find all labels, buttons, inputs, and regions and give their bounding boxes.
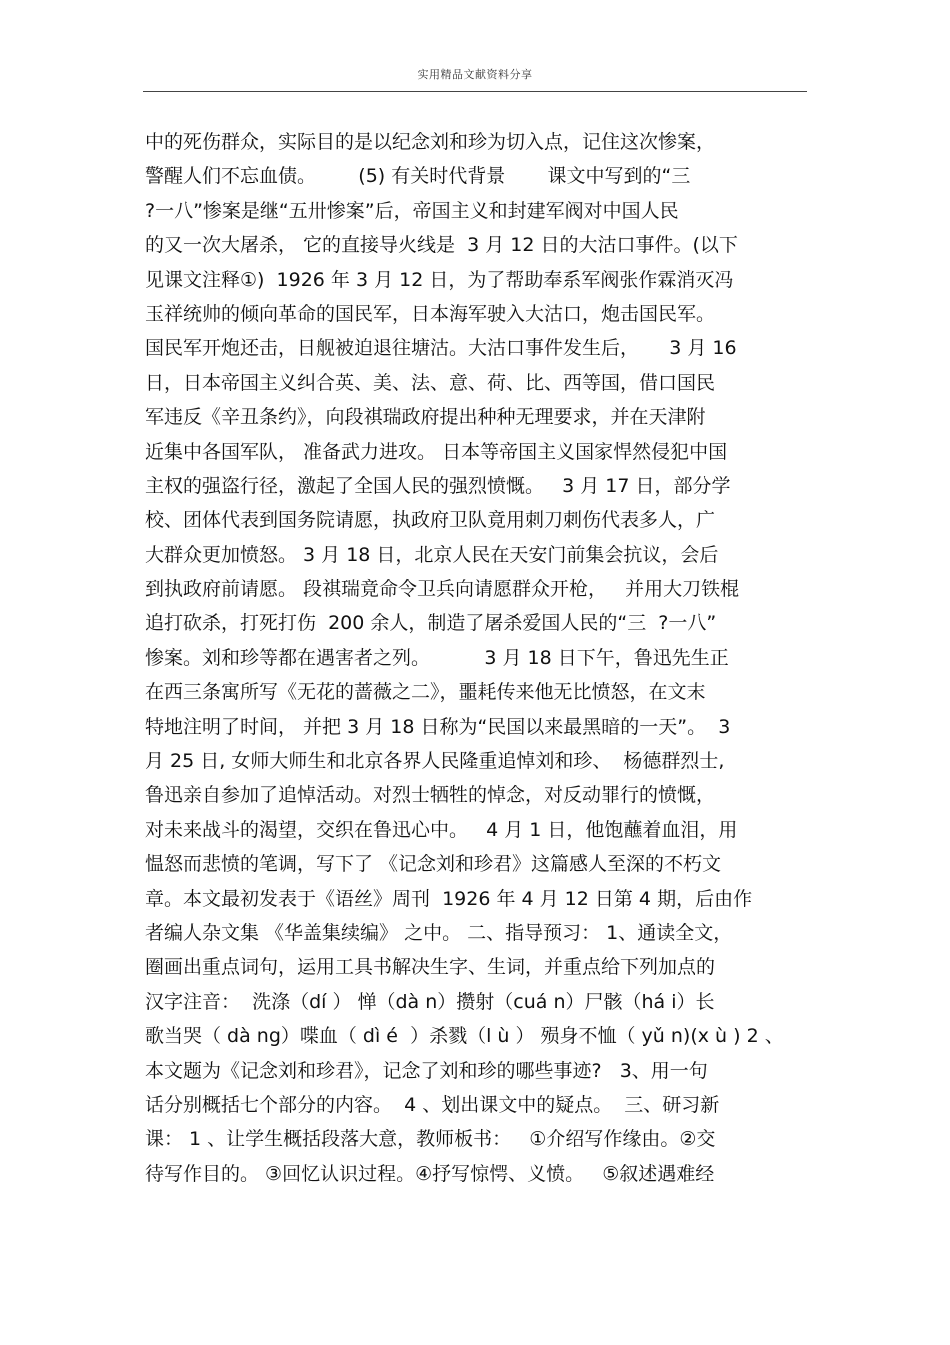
text-line: 在西三条寓所写《无花的蔷薇之二》，噩耗传来他无比愤怒，在文末 xyxy=(145,681,706,704)
text-line: 者编人杂文集 《华盖集续编》 之中。 二、指导预习： 1、通读全文， xyxy=(145,921,733,944)
text-line: 课： 1 、让学生概括段落大意，教师板书： ①介绍写作缘由。②交 xyxy=(145,1128,716,1151)
page-header: 实用精品文献资料分享 xyxy=(417,68,533,81)
text-line: 愠怒而悲愤的笔调，写下了 《记念刘和珍君》这篇感人至深的不朽文 xyxy=(145,853,722,876)
header-divider xyxy=(143,91,807,92)
text-line: 中的死伤群众，实际目的是以纪念刘和珍为切入点，记住这次惨案， xyxy=(145,131,716,153)
text-line: 待写作目的。 ③回忆认识过程。④抒写惊愕、义愤。 ⑤叙述遇难经 xyxy=(145,1162,715,1185)
text-line: 歌当哭（ dà ng）喋血（ dì é ）杀戮（l ù ） 殒身不恤（ yǔ n)(x ù ) 2 、 xyxy=(145,1025,784,1048)
text-line: 对未来战斗的渴望，交织在鲁迅心中。 4 月 1 日，他饱蘸着血泪，用 xyxy=(145,818,738,841)
text-line: 圈画出重点词句，运用工具书解决生字、生词，并重点给下列加点的 xyxy=(145,956,716,979)
text-line: 章。本文最初发表于《语丝》周刊 1926 年 4 月 12 日第 4 期，后由作 xyxy=(145,887,753,910)
text-line: ?一八”惨案是继“五卅惨案”后，帝国主义和封建军阀对中国人民 xyxy=(145,199,679,222)
text-line: 玉祥统帅的倾向革命的国民军，日本海军驶入大沽口，炮击国民军。 xyxy=(145,302,716,325)
text-line: 鲁迅亲自参加了追悼活动。对烈士牺牲的悼念，对反动罪行的愤慨， xyxy=(145,784,716,807)
text-line: 汉字注音： 洗涤（dí ） 惮（dà n）攒射（cuá n）尸骸（há i）长 xyxy=(145,990,715,1013)
text-line: 日，日本帝国主义纠合英、美、法、意、荷、比、西等国，借口国民 xyxy=(145,371,716,394)
text-line: 警醒人们不忘血债。 (5) 有关时代背景 课文中写到的“三 xyxy=(145,165,691,188)
text-line: 本文题为《记念刘和珍君》，记念了刘和珍的哪些事迹? 3、用一句 xyxy=(145,1059,708,1082)
text-line: 月 25 日, 女师大师生和北京各界人民隆重追悼刘和珍、 杨德群烈士, xyxy=(145,750,725,773)
text-line: 军违反《辛丑条约》，向段祺瑞政府提出种种无理要求，并在天津附 xyxy=(145,406,706,429)
text-line: 近集中各国军队， 准备武力进攻。 日本等帝国主义国家悍然侵犯中国 xyxy=(145,440,728,463)
text-line: 特地注明了时间， 并把 3 月 18 日称为“民国以来最黑暗的一天”。 3 xyxy=(145,715,731,738)
text-line: 话分别概括七个部分的内容。 4 、划出课文中的疑点。 三、研习新 xyxy=(145,1093,720,1116)
document-body xyxy=(145,125,825,1191)
text-line: 惨案。刘和珍等都在遇害者之列。 3 月 18 日下午，鲁迅先生正 xyxy=(145,646,729,669)
text-line: 到执政府前请愿。 段祺瑞竟命令卫兵向请愿群众开枪， 并用大刀铁棍 xyxy=(145,578,740,601)
text-line: 国民军开炮还击，日舰被迫退往塘沽。大沽口事件发生后， 3 月 16 xyxy=(145,337,737,360)
text-line: 主权的强盗行径，激起了全国人民的强烈愤慨。 3 月 17 日，部分学 xyxy=(145,474,731,497)
text-line: 的又一次大屠杀， 它的直接导火线是 3 月 12 日的大沽口事件。(以下 xyxy=(145,234,738,257)
text-line: 校、团体代表到国务院请愿，执政府卫队竟用刺刀刺伤代表多人，广 xyxy=(145,509,716,532)
text-line: 大群众更加愤怒。 3 月 18 日，北京人民在天安门前集会抗议，会后 xyxy=(145,543,719,566)
text-line: 追打砍杀，打死打伤 200 余人，制造了屠杀爱国人民的“三 ?一八” xyxy=(145,612,717,635)
text-line: 见课文注释①) 1926 年 3 月 12 日，为了帮助奉系军阀张作霖消灭冯 xyxy=(145,268,734,291)
